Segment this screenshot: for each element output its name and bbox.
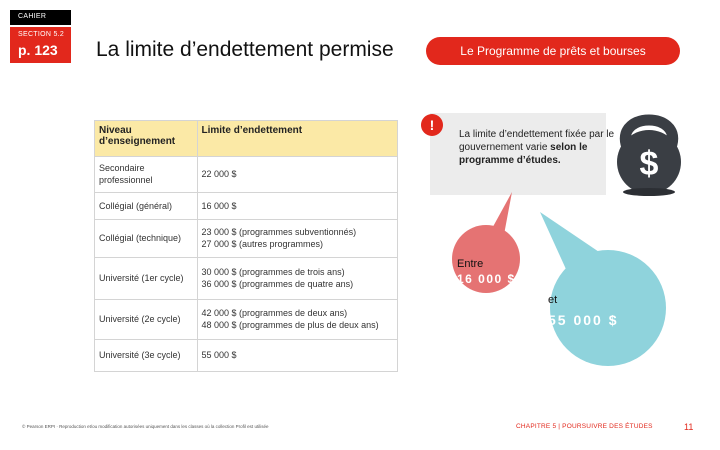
info-text-bold: selon le programme d’études. [459, 142, 588, 166]
row-level: Université (3e cycle) [95, 339, 197, 371]
table-row [95, 257, 397, 299]
row-level: Collégial (technique) [95, 219, 197, 257]
page-title: La limite d’endettement permise [96, 38, 394, 61]
row-limit [197, 219, 397, 257]
program-badge: Le Programme de prêts et bourses [426, 37, 680, 65]
header-level: Niveau d’enseignement [95, 121, 197, 156]
info-text-normal: La limite d’endettement fixée par le gouvernement varie [459, 129, 615, 153]
row-level: Secondaire professionnel [95, 156, 197, 192]
limit-line: 30 000 $ (programmes de trois ans) [201, 267, 345, 277]
blue-speech-bubble [520, 208, 690, 378]
copyright-notice: © Pearson ERPI · Reproduction et/ou modification autorisées uniquement dans les classes où la collection Profil est utilisée [22, 424, 269, 429]
chapter-footer: CHAPITRE 5 | POURSUIVRE DES ÉTUDES [516, 423, 653, 430]
range-end-value: 55 000 $ [548, 312, 619, 328]
row-limit [197, 299, 397, 339]
row-limit [197, 339, 397, 371]
info-text [459, 128, 619, 167]
table-row [95, 339, 397, 371]
range-start-label: Entre [457, 258, 484, 270]
limit-line: 36 000 $ (programmes de quatre ans) [201, 279, 354, 289]
row-limit [197, 257, 397, 299]
header-limit: Limite d’endettement [197, 121, 397, 156]
limit-line: 42 000 $ (programmes de deux ans) [201, 308, 348, 318]
exclamation-icon: ! [421, 114, 443, 136]
row-level: Collégial (général) [95, 192, 197, 219]
row-limit [197, 156, 397, 192]
table-row [95, 299, 397, 339]
limit-line: 22 000 $ [201, 169, 237, 179]
kettlebell-dollar: $ [639, 145, 659, 183]
kettlebell-icon [608, 102, 690, 198]
table-row [95, 219, 397, 257]
table-row [95, 192, 397, 219]
row-limit [197, 192, 397, 219]
range-start-value: 16 000 $ [457, 272, 516, 286]
row-level: Université (1er cycle) [95, 257, 197, 299]
table-row [95, 156, 397, 192]
row-level: Université (2e cycle) [95, 299, 197, 339]
limit-line: 55 000 $ [201, 350, 237, 361]
page-reference: p. 123 [18, 42, 58, 58]
page-number: 11 [684, 422, 694, 432]
range-end-label: et [548, 294, 558, 306]
section-box [10, 27, 71, 63]
debt-limit-table [94, 120, 398, 372]
limit-line: 23 000 $ (programmes subventionnés) [201, 227, 357, 237]
limit-line: 48 000 $ (programmes de plus de deux ans) [201, 320, 379, 330]
cahier-label: CAHIER [10, 10, 71, 25]
limit-line: 27 000 $ (autres programmes) [201, 239, 324, 249]
limit-line: 16 000 $ [201, 200, 237, 211]
section-label: SECTION 5.2 [18, 31, 65, 38]
